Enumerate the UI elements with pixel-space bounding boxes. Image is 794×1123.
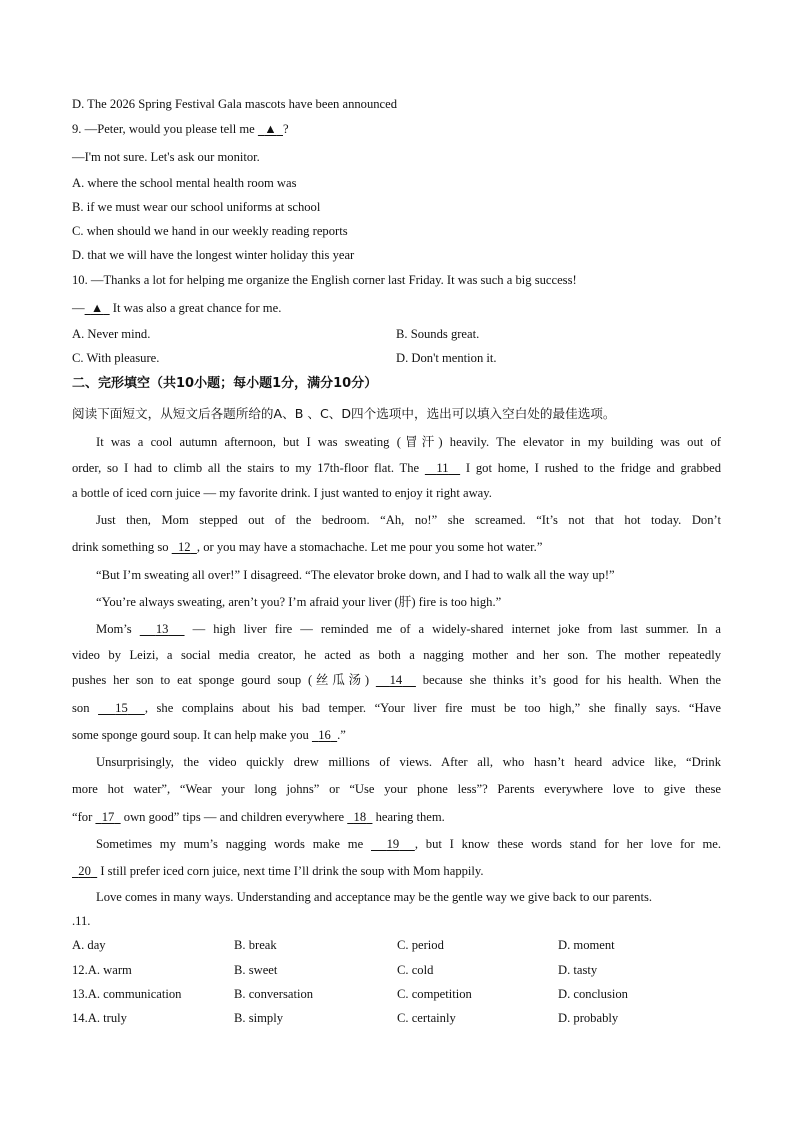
passage-p5-line2: video by Leizi, a social media creator, he acted as both a nagging mother and her son. The mother repeatedly [72, 648, 721, 662]
blank-19 [371, 837, 415, 851]
blank-14 [376, 673, 416, 687]
section2-title: 二、完形填空（共10小题；每小题1分，满分10分） [72, 376, 378, 391]
q10-reply-text: It was also a great chance for me. [109, 301, 282, 315]
option-c: C. period [397, 938, 444, 952]
option-c: C. competition [397, 987, 472, 1001]
text: .” [337, 728, 346, 742]
blank-number: 14 [389, 673, 403, 687]
option-c: C. certainly [397, 1011, 456, 1025]
q9-option-b: B. if we must wear our school uniforms at school [72, 200, 321, 214]
q8-option-d: D. The 2026 Spring Festival Gala mascots have been announced [72, 97, 398, 111]
blank-number: 18 [353, 810, 367, 824]
option-d: D. probably [558, 1011, 619, 1025]
text: — high liver fire — reminded me of a widely-shared internet joke from last summer. In a [184, 622, 722, 636]
q10-options-row-2 [72, 350, 732, 366]
blank-number: 16 [318, 728, 331, 742]
passage-p1-line3: a bottle of iced corn juice — my favorite drink. I just wanted to enjoy it right away. [72, 486, 492, 500]
text: pushes her son to eat sponge gourd soup (丝瓜汤) [72, 673, 376, 687]
text: I got home, I rushed to the fridge and grabbed [460, 461, 722, 475]
blank-15 [98, 701, 145, 715]
option-a: 12.A. warm [72, 963, 132, 977]
text: Sometimes my mum’s nagging words make me [96, 837, 371, 851]
passage-p7-line2 [72, 863, 484, 879]
option-c: C. cold [397, 963, 434, 977]
blank-number: 11 [436, 461, 449, 475]
option-a: A. day [72, 938, 106, 952]
blank-number: 17 [101, 810, 115, 824]
blank-16 [312, 728, 337, 742]
q11-label: .11. [72, 914, 91, 928]
passage-p5-line5 [72, 727, 346, 743]
text: “for [72, 810, 96, 824]
text: , but I know these words stand for her love for me. [414, 837, 721, 851]
option-a: 14.A. truly [72, 1011, 127, 1025]
q10-option-c: C. With pleasure. [72, 351, 160, 365]
text: some sponge gourd soup. It can help make you [72, 728, 312, 742]
blank-18 [347, 810, 372, 824]
q10-reply [72, 300, 281, 316]
option-d: D. moment [558, 938, 615, 952]
q10-stem: 10. —Thanks a lot for helping me organize the English corner last Friday. It was such a big success! [72, 273, 577, 287]
blank-number: 19 [386, 837, 400, 851]
text: own good” tips — and children everywhere [120, 810, 348, 824]
blank-20 [72, 864, 97, 878]
blank-number: 13 [155, 622, 169, 636]
q10-option-b: B. Sounds great. [396, 327, 480, 341]
text: son [72, 701, 99, 715]
passage-p6-line3 [72, 809, 445, 825]
q9-blank [258, 122, 283, 136]
option-d: D. conclusion [558, 987, 628, 1001]
text: , she complains about his bad temper. “Your liver fire must be too high,” she finally says. “Have [144, 701, 722, 715]
option-b: B. sweet [234, 963, 278, 977]
passage-p6-line2: more hot water”, “Wear your long johns” or “Use your phone less”? Parents everywhere love to give these [72, 782, 721, 796]
answer-row-14 [72, 1010, 732, 1026]
text: , or you may have a stomachache. Let me pour you some hot water.” [196, 540, 543, 554]
text: order, so I had to climb all the stairs to my 17th-floor flat. The [72, 461, 425, 475]
passage-p6-line1: Unsurprisingly, the video quickly drew millions of views. After all, who hasn’t heard advice like, “Drink [96, 755, 721, 769]
passage-p3: “But I’m sweating all over!” I disagreed. “The elevator broke down, and I had to walk all the way up!” [96, 568, 615, 582]
q9-option-d: D. that we will have the longest winter holiday this year [72, 248, 355, 262]
passage-p2-line2 [72, 539, 542, 555]
q10-options-row-1 [72, 326, 732, 342]
passage-p1-line2 [72, 460, 721, 476]
blank-12 [172, 540, 197, 554]
q10-option-d: D. Don't mention it. [396, 351, 497, 365]
blank-11 [425, 461, 460, 475]
option-b: B. break [234, 938, 277, 952]
passage-p1-line1: It was a cool autumn afternoon, but I was sweating (冒汗) heavily. The elevator in my building was out of [96, 435, 721, 449]
q9-reply: —I'm not sure. Let's ask our monitor. [72, 150, 260, 164]
option-b: B. simply [234, 1011, 283, 1025]
text: Mom’s [96, 622, 140, 636]
option-b: B. conversation [234, 987, 314, 1001]
blank-triangle-icon: ▲ [90, 301, 104, 315]
answer-row-13 [72, 986, 732, 1002]
q9-option-a: A. where the school mental health room was [72, 176, 297, 190]
passage-p5-line4 [72, 700, 721, 716]
blank-triangle-icon: ▲ [264, 122, 277, 136]
passage-p8: Love comes in many ways. Understanding and acceptance may be the gentle way we give back to our parents. [96, 890, 653, 904]
option-d: D. tasty [558, 963, 598, 977]
blank-number: 15 [115, 701, 128, 715]
text: drink something so [72, 540, 172, 554]
q9-stem-prefix: 9. —Peter, would you please tell me [72, 122, 258, 136]
blank-number: 20 [78, 864, 91, 878]
section2-instruction: 阅读下面短文，从短文后各题所给的A、B 、C、D四个选项中，选出可以填入空白处的最佳选项。 [72, 406, 616, 421]
blank-number: 12 [178, 540, 191, 554]
q9-stem [72, 121, 289, 137]
text: because she thinks it’s good for his health. When the [415, 673, 722, 687]
passage-p5-line3 [72, 672, 721, 688]
passage-p7-line1 [96, 836, 721, 852]
passage-p4: “You’re always sweating, aren’t you? I’m afraid your liver (肝) fire is too high.” [96, 595, 502, 609]
text: hearing them. [372, 810, 445, 824]
q10-option-a: A. Never mind. [72, 327, 151, 341]
answer-row-12 [72, 962, 732, 978]
passage-p5-line1 [96, 621, 721, 637]
option-a: 13.A. communication [72, 987, 182, 1001]
q9-option-c: C. when should we hand in our weekly reading reports [72, 224, 348, 238]
q10-blank [85, 301, 110, 315]
passage-p2-line1: Just then, Mom stepped out of the bedroom. “Ah, no!” she screamed. “It’s not that hot today. Don’t [96, 513, 721, 527]
q9-stem-suffix: ? [282, 122, 289, 136]
q10-dash: — [72, 301, 85, 315]
text: I still prefer iced corn juice, next time I’ll drink the soup with Mom happily. [97, 864, 484, 878]
blank-17 [95, 810, 120, 824]
answer-row-11 [72, 937, 732, 953]
blank-13 [140, 622, 185, 636]
